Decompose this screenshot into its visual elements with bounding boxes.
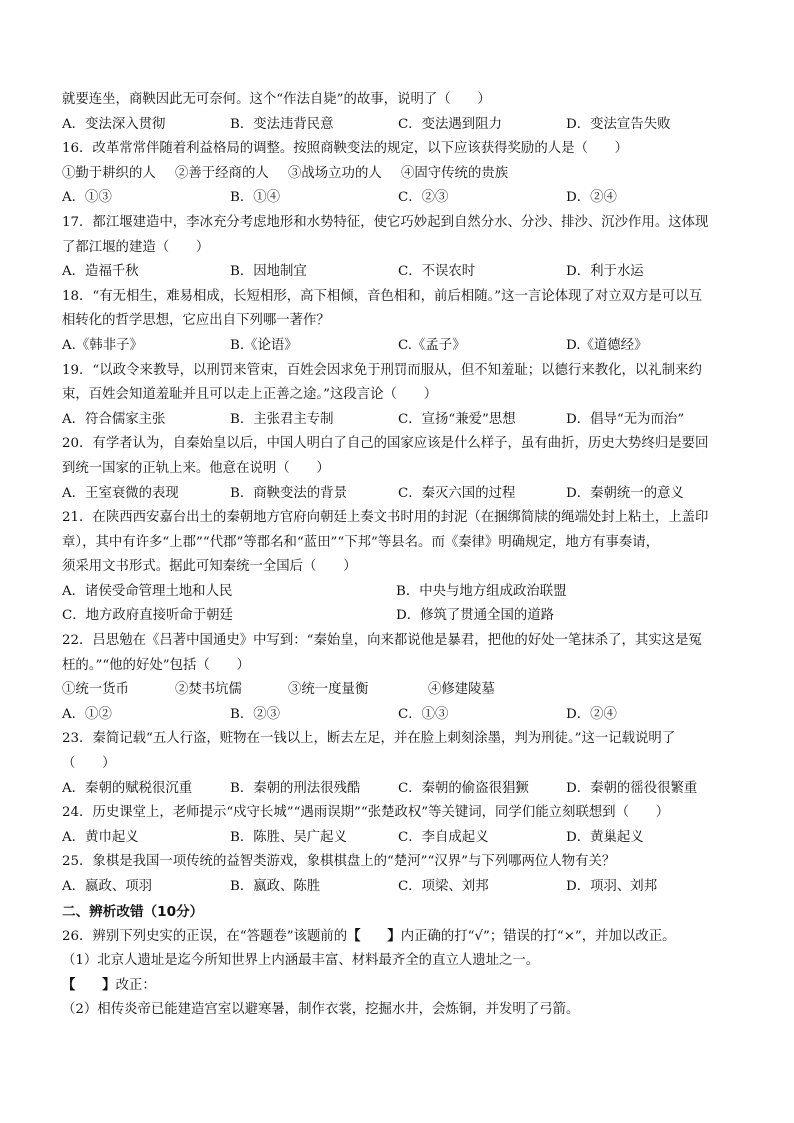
q15-options [62,113,742,138]
q17-option-d[interactable]: D．利于水运 [566,264,644,280]
q22-item-3: ③统一度量衡 [288,682,369,698]
q22-option-a[interactable]: A．①② [62,706,112,722]
q26-answer-bracket[interactable]: 【 】 [62,977,116,994]
q24-option-c[interactable]: C．李自成起义 [398,829,489,845]
q18-options [62,334,742,359]
q15-option-b[interactable]: B．变法违背民意 [230,116,334,132]
q21-option-a[interactable]: A．诸侯受命管理土地和人民 [62,583,233,599]
q23-stem-line2: （ ） [62,756,116,772]
q17-stem-line2: 了都江堰的建造（ ） [62,239,210,255]
q26-stem-part2: 内正确的打“√”；错误的打“×”，并加以改正。 [400,929,676,945]
q16-item-2: ②善于经商的人 [175,165,269,181]
q18-stem-line2: 相转化的哲学思想，它应出自下列哪一著作？ [62,313,330,329]
q16-items [62,162,742,187]
q18-option-a[interactable]: A.《韩非子》 [62,337,143,353]
q26-answer-row [62,973,742,998]
q16-item-1: ①勤于耕织的人 [62,165,156,181]
q22-stem-line2: 枉的。”“他的好处”包括（ ） [62,657,250,673]
q21-stem-line2: 章），其中有许多“上郡”“代郡”等郡名和“蓝田”“下邦”等县名。而《秦律》明确规定，地方有事奏请， [62,534,660,550]
q17-option-c[interactable]: C．不误农时 [398,264,476,280]
q26-sub2: （2）相传炎帝已能建造宫室以避寒暑，制作衣裳，挖掘水井，会炼铜，并发明了弓箭。 [62,1001,580,1017]
q23-option-d[interactable]: D．秦朝的徭役很繁重 [566,780,698,796]
q21-option-c[interactable]: C．地方政府直接听命于朝廷 [62,608,233,624]
q25-stem: 25．象棋是我国一项传统的益智类游戏，象棋棋盘上的“楚河”“汉界”与下列哪两位人物有关？ [62,854,616,870]
q15-option-d[interactable]: D．变法宣告失败 [566,116,671,132]
q17-option-a[interactable]: A．造福千秋 [62,264,139,280]
q26-answer-label: 改正： [115,978,156,994]
q22-option-b[interactable]: B．②③ [230,706,281,722]
q22-option-d[interactable]: D．②④ [566,706,617,722]
q23-option-a[interactable]: A．秦朝的赋税很沉重 [62,780,193,796]
q25-option-b[interactable]: B．嬴政、陈胜 [230,879,321,894]
q21-options-row2 [62,604,742,629]
q21-options-row1 [62,580,742,605]
q24-stem: 24．历史课堂上，老师提示“戍守长城”“遇雨误期”“张楚政权”等关键词，同学们能立刻联想到（ ） [62,805,670,821]
q19-options [62,408,742,433]
q16-item-3: ③战场立功的人 [288,165,382,181]
q16-option-b[interactable]: B．①④ [230,190,281,206]
q25-option-a[interactable]: A．嬴政、项羽 [62,879,153,894]
q18-stem-line1: 18．“有无相生，难易相成，长短相形，高下相倾，音色相和，前后相随。”这一言论体现了对立双方是可以互 [62,288,702,304]
q25-option-c[interactable]: C．项梁、刘邦 [398,879,489,894]
q22-options [62,703,742,728]
q16-option-d[interactable]: D．②④ [566,190,617,206]
q26-stem [62,924,742,949]
q22-item-2: ②焚书坑儒 [175,682,242,698]
q15-option-c[interactable]: C．变法遇到阻力 [398,116,502,132]
q16-item-4: ④固守传统的贵族 [401,165,509,181]
q18-option-d[interactable]: D.《道德经》 [566,337,648,353]
q17-option-b[interactable]: B．因地制宜 [230,264,307,280]
q16-option-a[interactable]: A．①③ [62,190,112,206]
q20-option-b[interactable]: B．商鞅变法的背景 [230,485,347,501]
q23-option-c[interactable]: C．秦朝的偷盗很猖獗 [398,780,529,796]
q19-option-a[interactable]: A．符合儒家主张 [62,411,166,427]
q19-option-b[interactable]: B．主张君主专制 [230,411,334,427]
q18-option-b[interactable]: B.《论语》 [230,337,298,353]
exam-page [62,88,742,1023]
q20-option-d[interactable]: D．秦朝统一的意义 [566,485,684,501]
q22-items [62,678,742,703]
q16-options [62,186,742,211]
q15-stem-continuation: 就要连坐，商鞅因此无可奈何。这个“作法自毙”的故事，说明了（ ） [62,92,491,107]
q21-option-b[interactable]: B．中央与地方组成政治联盟 [396,583,567,599]
q22-stem-line1: 22．吕思勉在《吕著中国通史》中写到：“秦始皇，向来都说他是暴君，把他的好处一笔抹杀了，其实这是冤 [62,633,702,649]
q16-option-c[interactable]: C．②③ [398,190,449,206]
q20-options [62,482,742,507]
q24-option-d[interactable]: D．黄巢起义 [566,829,644,845]
q21-stem-line1: 21．在陕西西安嘉台出土的秦朝地方官府向朝廷上奏文书时用的封泥（在捆绑简牍的绳端处封上粘土，上盖印 [62,510,709,526]
q21-stem-line3: 须采用文书形式。据此可知秦统一全国后（ ） [62,559,357,575]
q23-option-b[interactable]: B．秦朝的刑法很残酷 [230,780,361,796]
q25-options [62,875,742,900]
q25-option-d[interactable]: D．项羽、刘邦 [566,879,658,894]
q20-option-c[interactable]: C．秦灭六国的过程 [398,485,516,501]
q24-option-a[interactable]: A．黄巾起义 [62,829,139,845]
q24-options [62,826,742,851]
q17-options [62,260,742,285]
q19-stem-line2: 束，百姓会知道羞耻并且可以走上正善之途。”这段言论（ ） [62,387,438,403]
q22-item-4: ④修建陵墓 [428,682,495,698]
q20-option-a[interactable]: A．王室衰微的表现 [62,485,179,501]
q26-sub1: （1）北京人遗址是迄今所知世界上内涵最丰富、材料最齐全的直立人遗址之一。 [62,952,540,968]
q15-option-a[interactable]: A．变法深入贯彻 [62,116,166,132]
q17-stem-line1: 17．都江堰建造中，李冰充分考虑地形和水势特征，使它巧妙起到自然分水、分沙、排沙、沉沙作用。这体现 [62,214,709,230]
q20-stem-line2: 到统一国家的正轨上来。他意在说明（ ） [62,460,330,476]
q21-option-d[interactable]: D．修筑了贯通全国的道路 [396,608,555,624]
q20-stem-line1: 20．有学者认为，自秦始皇以后，中国人明白了自己的国家应该是什么样子，虽有曲折，历史大势终归是要回 [62,436,709,452]
q19-stem-line1: 19．“以政令来教导，以刑罚来管束，百姓会因求免于刑罚而服从，但不知羞耻；以德行来教化，以礼制来约 [62,362,702,378]
q16-stem: 16．改革常常伴随着利益格局的调整。按照商鞅变法的规定，以下应该获得奖励的人是（ ） [62,141,629,157]
q23-stem-line1: 23．秦简记载“五人行盗，赃物在一钱以上，断去左足，并在脸上刺刻涂墨，判为刑徒。”这一记载说明了 [62,731,676,747]
q19-option-c[interactable]: C．宣扬“兼爱”思想 [398,411,516,427]
q26-stem-part1: 26．辨别下列史实的正误，在“答题卷”该题前的 [62,929,348,945]
q23-options [62,777,742,802]
q19-option-d[interactable]: D．倡导“无为而治” [566,411,685,427]
q18-option-c[interactable]: C.《孟子》 [398,337,466,353]
section-heading: 二、辨析改错（10分） [62,903,204,920]
q22-option-c[interactable]: C．①③ [398,706,449,722]
q26-stem-bracket: 【 】 [347,928,401,945]
q24-option-b[interactable]: B．陈胜、吴广起义 [230,829,347,845]
q22-item-1: ①统一货币 [62,682,129,698]
